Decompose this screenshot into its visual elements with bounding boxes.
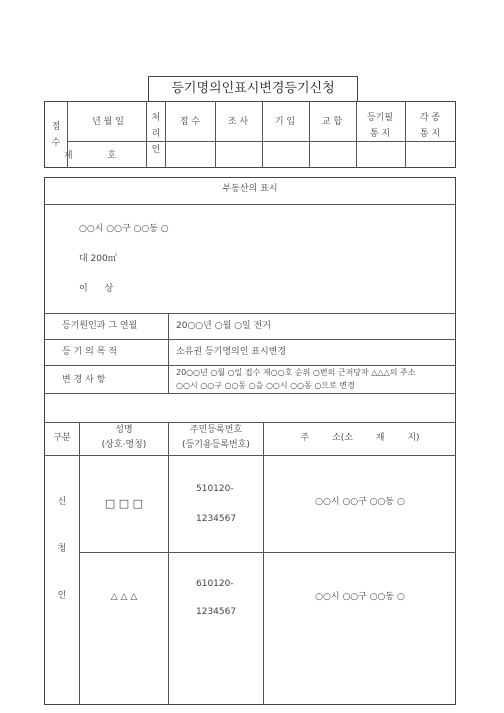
applicant-2-name: △ △ △ [110, 592, 138, 602]
reception-label: 접 수 [51, 122, 61, 148]
applicant-1-id-2: 1234567 [196, 514, 237, 524]
cause-value: 20○○년 ○월 ○일 전거 [176, 321, 271, 331]
property-end: 이 상 [79, 284, 114, 294]
applicant-1-id-1: 510120- [196, 484, 234, 494]
applicant-char-2: 청 [57, 544, 67, 554]
applicant-2-id-2: 1234567 [196, 607, 237, 617]
col-various-notice: 각 종 통 지 [419, 113, 441, 139]
applicant-2-address: ○○시 ○○구 ○○동 ○ [315, 592, 405, 602]
header-name-1: 성명 [115, 425, 133, 435]
purpose-value: 소유권 등기명의인 표시변경 [176, 347, 287, 357]
col-entry: 기 입 [274, 117, 296, 127]
header-address: 주 소(소 재 지) [300, 433, 420, 443]
processor-label: 처 리 인 [151, 113, 161, 155]
purpose-label: 등 기 의 목 적 [62, 347, 117, 357]
number-label: 제 호 [63, 151, 133, 161]
header-id-2: (등기용등록번호) [182, 440, 250, 450]
applicant-1-name: □ □ □ [104, 497, 144, 510]
applicant-1-address: ○○시 ○○구 ○○동 ○ [315, 497, 405, 507]
col-collation: 교 합 [321, 117, 343, 127]
col-review: 조 사 [227, 117, 249, 127]
change-value-line2: ○○시 ○○구 ○○동 ○을 ○○시 ○○동 ○으로 변경 [176, 381, 355, 390]
document-title: 등기명의인표시변경등기신청 [171, 81, 335, 96]
applicant-2-id-1: 610120- [196, 579, 234, 589]
property-header: 부동산의 표시 [222, 184, 278, 194]
applicant-char-1: 신 [57, 497, 67, 507]
change-value-line1: 20○○년 ○월 ○일 접수 제○○호 순위 ○번의 근저당자 △△△의 주소 [176, 368, 416, 377]
property-area: 대 200㎡ [79, 254, 117, 264]
cause-label: 등기원인과 그 연월 [62, 321, 138, 331]
header-id-1: 주민등록번호 [189, 425, 243, 435]
header-category: 구분 [53, 433, 71, 443]
col-reception: 접 수 [179, 117, 201, 127]
col-registration-notice: 등기필 통 지 [366, 113, 394, 139]
property-address: ○○시 ○○구 ○○동 ○ [79, 224, 169, 234]
header-name-2: (상호·명칭) [101, 440, 147, 450]
applicant-char-3: 인 [57, 591, 67, 601]
date-label: 년 월 일 [92, 117, 124, 127]
change-label: 변 경 사 항 [62, 375, 106, 385]
